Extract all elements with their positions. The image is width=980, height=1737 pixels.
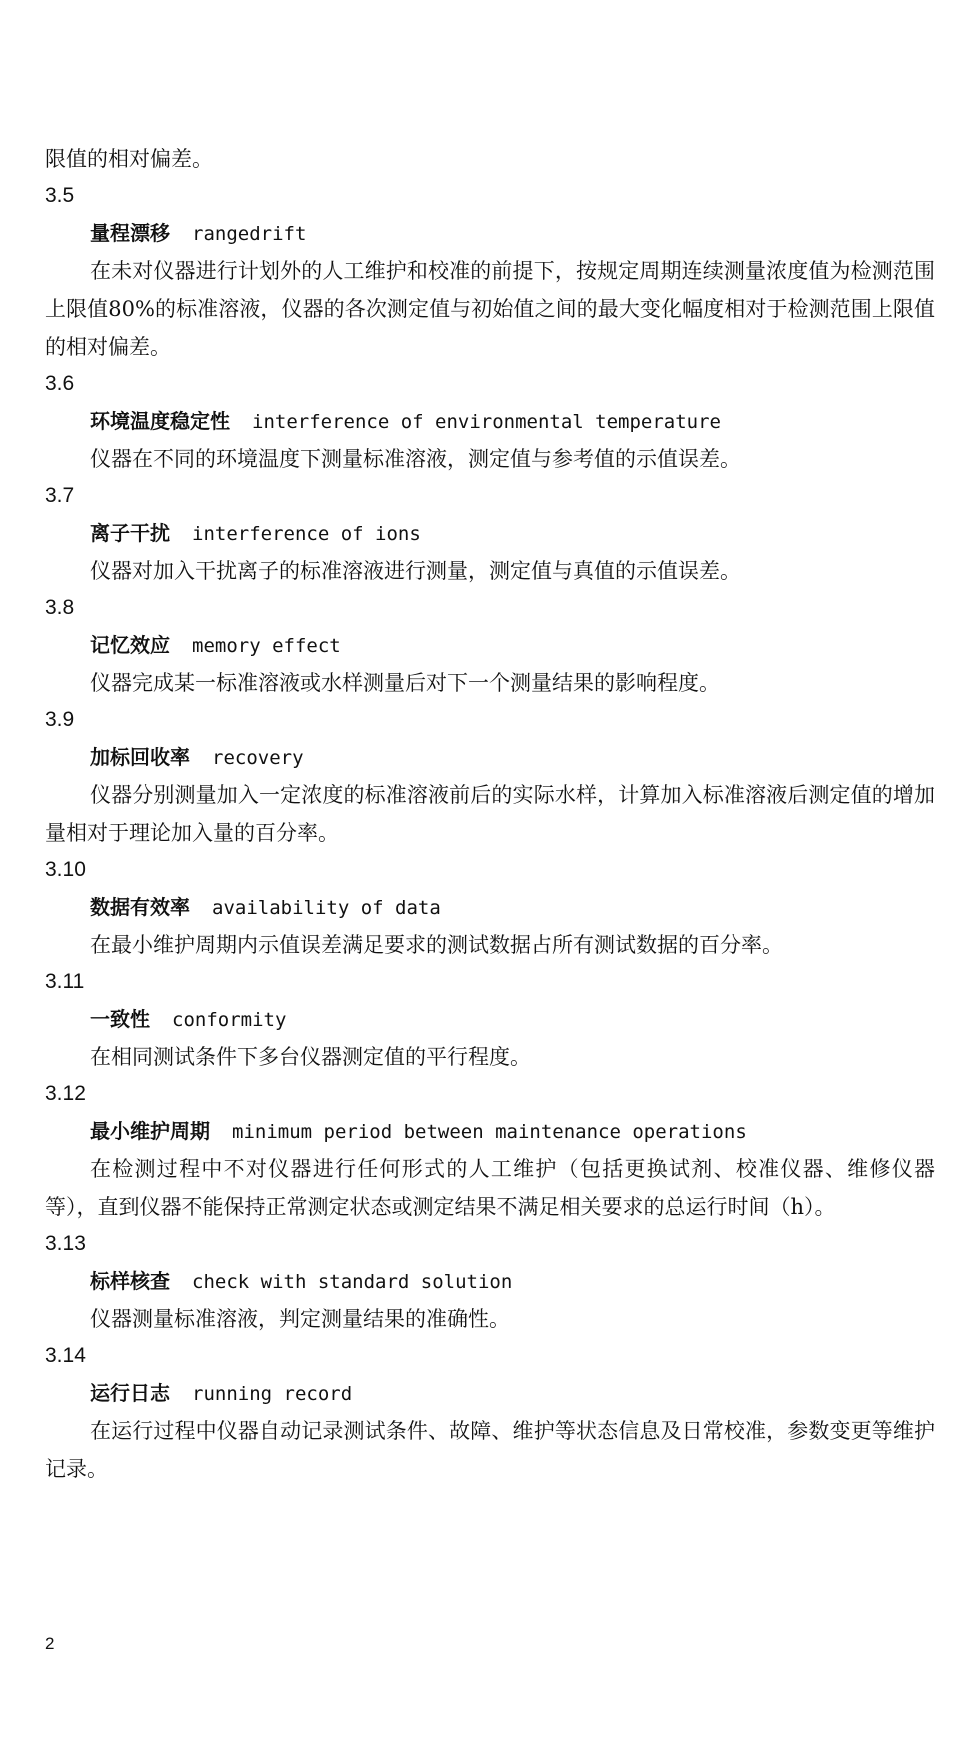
- term-entry-3-10: [45, 852, 935, 964]
- section-number: 3.13: [45, 1232, 86, 1255]
- term-entry-3-14: [45, 1338, 935, 1488]
- term-english: recovery: [212, 747, 304, 769]
- section-number: 3.9: [45, 708, 75, 731]
- section-number: 3.7: [45, 484, 75, 507]
- section-number: 3.10: [45, 858, 86, 881]
- term-chinese: 一致性: [90, 1007, 150, 1031]
- term-heading: [90, 1262, 935, 1300]
- term-english: minimum period between maintenance operations: [232, 1121, 747, 1143]
- page-number: 2: [45, 1634, 55, 1653]
- term-definition: 在检测过程中不对仪器进行任何形式的人工维护（包括更换试剂、校准仪器、维修仪器等），直到仪器不能保持正常测定状态或测定结果不满足相关要求的总运行时间（h）。: [45, 1157, 935, 1219]
- section-number: 3.8: [45, 596, 75, 619]
- term-entry-3-8: [45, 590, 935, 702]
- term-definition: 在最小维护周期内示值误差满足要求的测试数据占所有测试数据的百分率。: [90, 933, 783, 957]
- term-definition: 仪器分别测量加入一定浓度的标准溶液前后的实际水样，计算加入标准溶液后测定值的增加量相对于理论加入量的百分率。: [45, 783, 935, 845]
- term-chinese: 环境温度稳定性: [90, 409, 230, 433]
- term-chinese: 运行日志: [90, 1381, 170, 1405]
- section-number: 3.6: [45, 372, 75, 395]
- document-body: [45, 140, 935, 1488]
- term-english: rangedrift: [192, 223, 307, 245]
- term-chinese: 标样核查: [90, 1269, 170, 1293]
- term-definition: 仪器对加入干扰离子的标准溶液进行测量，测定值与真值的示值误差。: [90, 559, 741, 583]
- term-chinese: 量程漂移: [90, 221, 170, 245]
- term-heading: [90, 1374, 935, 1412]
- term-heading: [90, 514, 935, 552]
- term-definition: 在未对仪器进行计划外的人工维护和校准的前提下，按规定周期连续测量浓度值为检测范围上限值80%的标准溶液，仪器的各次测定值与初始值之间的最大变化幅度相对于检测范围上限值的相对偏差。: [45, 259, 935, 359]
- term-english: interference of ions: [192, 523, 421, 545]
- term-heading: [90, 738, 935, 776]
- term-english: memory effect: [192, 635, 341, 657]
- term-heading: [90, 1000, 935, 1038]
- term-entry-3-11: [45, 964, 935, 1076]
- continuation-text: 限值的相对偏差。: [45, 147, 213, 171]
- section-number: 3.11: [45, 970, 85, 993]
- term-entry-3-13: [45, 1226, 935, 1338]
- term-entry-3-7: [45, 478, 935, 590]
- term-definition: 仪器在不同的环境温度下测量标准溶液，测定值与参考值的示值误差。: [90, 447, 741, 471]
- term-heading: [90, 888, 935, 926]
- term-chinese: 离子干扰: [90, 521, 170, 545]
- term-chinese: 加标回收率: [90, 745, 190, 769]
- term-entry-3-9: [45, 702, 935, 852]
- term-heading: [90, 402, 935, 440]
- term-entry-3-6: [45, 366, 935, 478]
- term-english: conformity: [172, 1009, 287, 1031]
- term-definition: 在相同测试条件下多台仪器测定值的平行程度。: [90, 1045, 531, 1069]
- term-definition: 在运行过程中仪器自动记录测试条件、故障、维护等状态信息及日常校准，参数变更等维护记录。: [45, 1419, 935, 1481]
- term-english: availability of data: [212, 897, 441, 919]
- section-number: 3.14: [45, 1344, 86, 1367]
- term-english: interference of environmental temperature: [252, 411, 721, 433]
- term-chinese: 最小维护周期: [90, 1119, 210, 1143]
- term-english: running record: [192, 1383, 353, 1405]
- term-chinese: 记忆效应: [90, 633, 170, 657]
- term-heading: [90, 1112, 935, 1150]
- term-definition: 仪器完成某一标准溶液或水样测量后对下一个测量结果的影响程度。: [90, 671, 720, 695]
- term-entry-3-5: [45, 178, 935, 366]
- section-number: 3.12: [45, 1082, 86, 1105]
- section-number: 3.5: [45, 184, 75, 207]
- term-chinese: 数据有效率: [90, 895, 190, 919]
- term-heading: [90, 214, 935, 252]
- term-definition: 仪器测量标准溶液，判定测量结果的准确性。: [90, 1307, 510, 1331]
- term-english: check with standard solution: [192, 1271, 513, 1293]
- term-entry-3-12: [45, 1076, 935, 1226]
- term-heading: [90, 626, 935, 664]
